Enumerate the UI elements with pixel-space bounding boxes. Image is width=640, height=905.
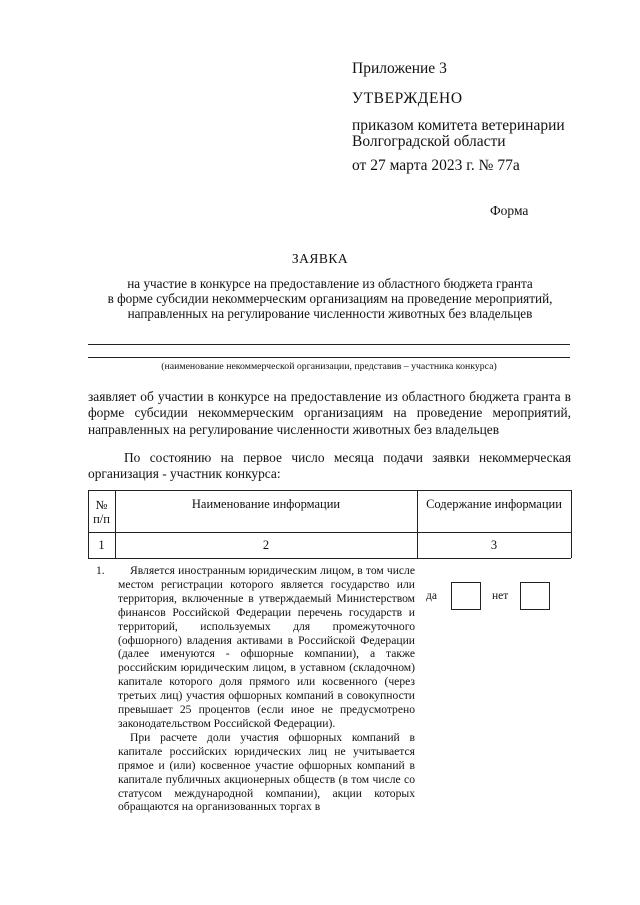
yes-label: да (426, 590, 437, 602)
order-date: от 27 марта 2023 г. № 77а (352, 157, 520, 174)
document-title: ЗАЯВКА (291, 251, 349, 266)
no-checkbox[interactable] (520, 582, 550, 610)
title-line-1: на участие в конкурсе на предоставление из областного бюджета гранта (127, 276, 533, 291)
approved-label: УТВЕРЖДЕНО (352, 90, 463, 107)
col-header-content: Содержание информации (426, 497, 562, 511)
applicant-caption: (наименование некоммерческой организации, представив – участника конкурса) (161, 361, 497, 372)
form-label: Форма (490, 203, 529, 218)
order-line-1: приказом комитета ветеринарии (352, 117, 565, 134)
row-paragraph-2: При расчете доли участия офшорных компаний в капитале российских юридических лиц не учитывается прямое и (или) косвенное участие офшорных компаний в капитале публичных акционерных обществ (в том числе со статусом международной компании), акции которых обращаются на организованных торгах в (118, 730, 415, 814)
appendix-label: Приложение 3 (352, 60, 447, 77)
title-line-3: направленных на регулирование численности животных без владельцев (127, 306, 533, 321)
order-line-2: Волгоградской области (352, 133, 506, 150)
yes-checkbox[interactable] (451, 582, 481, 610)
row-paragraph-1: Является иностранным юридическим лицом, в том числе местом регистрации которого является государство или территория, включенные в утверждаемый Министерством финансов Российской Федерации перечень государств и территорий, используемых для промежуточного (офшорного) владения активами в Российской Федерации (далее именуются - офшорные компании), а также российским юридическим лицом, в уставном (складочном) капитале которого доля прямого или косвенного (через третьих лиц) участия офшорных компаний в совокупности превышает 25 процентов (если иное не предусмотрено законодательством Российской Федерации). При расчете доли участия офшорных компаний в капитале российских юридических лиц не учитывается прямое и (или) косвенное участие офшорных компаний в капитале публичных акционерных обществ (в том числе со статусом международной компании), акции которых обращаются на организованных торгах в (118, 564, 415, 814)
col-index-1: 1 (98, 538, 105, 552)
col-header-number: № п/п (93, 498, 110, 526)
title-line-2: в форме субсидии некоммерческим организациям на проведение мероприятий, (107, 291, 553, 306)
row-number: 1. (96, 564, 105, 577)
col-header-name: Наименование информации (191, 497, 341, 511)
statement-paragraph: заявляет об участии в конкурсе на предоставление из областного бюджета гранта в форме субсидии некоммерческим организациям на проведение мероприятий, направленных на регулирование численности животных без владельцев (88, 389, 571, 437)
status-intro: По состоянию на первое число месяца подачи заявки некоммерческая организация - участник конкурса: (88, 450, 571, 482)
applicant-name-line-2 (88, 357, 570, 358)
no-label: нет (492, 590, 509, 602)
applicant-name-line-1 (88, 344, 570, 345)
col-index-2: 2 (262, 538, 270, 552)
col-index-3: 3 (490, 538, 498, 552)
